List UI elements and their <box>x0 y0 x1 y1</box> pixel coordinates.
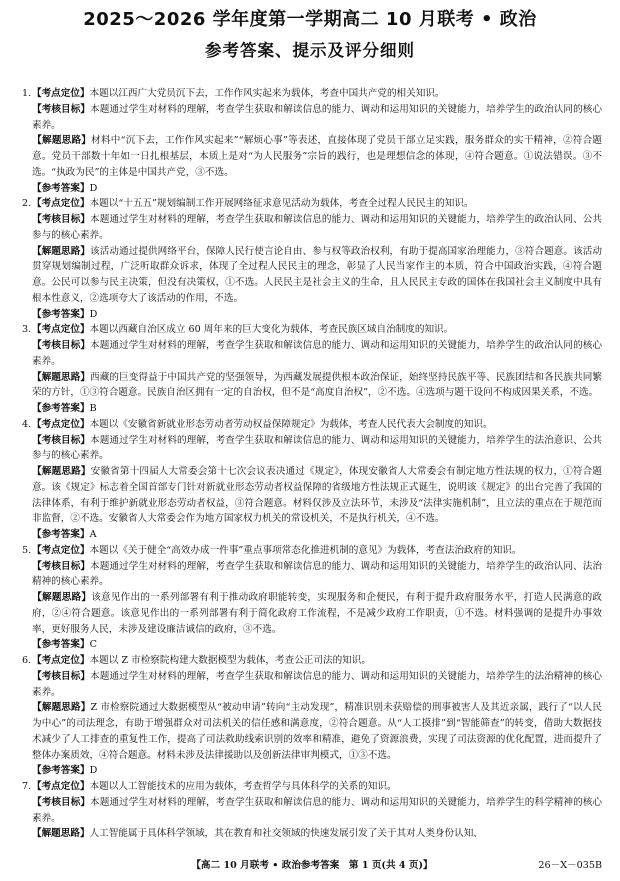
section-tag: 【参考答案】 <box>32 639 90 651</box>
footer-page-info: 【高二 10 月联考 • 政治参考答案 第 1 页(共 4 页)】 <box>191 860 433 871</box>
section-tag: 【解题思路】 <box>32 702 91 714</box>
section-text: 本题通过学生对材料的理解，考查学生获取和解读信息的能力、调动和运用知识的关键能力，培养学生的法治精神的核心素养。 <box>32 670 602 698</box>
page-subtitle: 参考答案、提示及评分细则 <box>205 41 415 60</box>
page-title: 2025～2026 学年度第一学期高二 10 月联考 • 政治 <box>83 9 537 30</box>
section-tag: 【考核目标】 <box>32 670 91 682</box>
question-4 <box>22 417 602 543</box>
question-number: 5. <box>22 544 32 556</box>
answer-letter: D <box>89 765 98 777</box>
section-tag: 【参考答案】 <box>32 529 90 540</box>
question-7 <box>22 779 602 842</box>
section-tag: 【考核目标】 <box>32 434 91 446</box>
section-text: 本题以《安徽省新就业形态劳动者劳动权益保障规定》为载体，考查人民代表大会制度的知识。 <box>89 418 493 430</box>
answer-letter: A <box>89 529 97 540</box>
section-tag: 【解题思路】 <box>32 245 91 257</box>
question-number: 1. <box>22 88 32 99</box>
question-number: 2. <box>22 198 32 210</box>
section-tag: 【解题思路】 <box>32 135 92 147</box>
question-number: 7. <box>22 781 32 792</box>
section-tag: 【考点定位】 <box>32 781 90 792</box>
section-text: 人工智能属于具体科学领域，其在教育和社交领域的快速发展引发了关于其对人类身份认知、 <box>89 828 483 840</box>
section-tag: 【考核目标】 <box>32 796 91 808</box>
page-footer <box>22 858 602 874</box>
section-tag: 【考点定位】 <box>32 198 90 210</box>
section-tag: 【解题思路】 <box>32 371 91 383</box>
answer-letter: D <box>89 182 98 194</box>
section-text: 本题以 Z 市检察院构建大数据模型为载体，考查公正司法的知识。 <box>89 655 371 666</box>
section-text: 本题以江西广大党员沉下去，工作作风实起来为载体，考查中国共产党的相关知识。 <box>89 88 445 99</box>
question-2 <box>22 196 602 322</box>
section-text: 本题通过学生对材料的理解，考查学生获取和解读信息的能力、调动和运用知识的关键能力，培养学生的政治认同的核心素养。 <box>32 340 602 367</box>
section-tag: 【参考答案】 <box>32 765 90 777</box>
question-1 <box>22 86 602 196</box>
question-6 <box>22 653 602 779</box>
question-number: 3. <box>22 324 32 336</box>
answer-body <box>22 86 602 848</box>
section-tag: 【考核目标】 <box>32 560 91 572</box>
section-tag: 【考点定位】 <box>32 655 90 666</box>
section-tag: 【解题思路】 <box>32 592 92 603</box>
question-3 <box>22 322 602 417</box>
section-text: 本题以西藏自治区成立 60 周年来的巨大变化为载体，考查民族区域自治制度的知识。 <box>89 324 454 336</box>
section-tag: 【考点定位】 <box>32 88 90 99</box>
section-tag: 【考点定位】 <box>32 544 90 556</box>
section-tag: 【考点定位】 <box>32 418 90 430</box>
section-text: 本题以“十五五”规划编制工作开展网络征求意见活动为载体，考查全过程人民民主的知识。 <box>89 198 474 210</box>
footer-exam-code: 26－X－035B <box>538 860 602 871</box>
section-text: 本题以《关于健全“高效办成一件事”重点事项常态化推进机制的意见》为载体，考查法治政府的知识。 <box>89 544 522 556</box>
section-tag: 【考核目标】 <box>32 103 91 115</box>
section-text: 该活动通过提供网络平台，保障人民行使言论自由、参与权等政治权利，有助于提高国家治理能力，③符合题意。该活动贯穿规划编制过程，广泛听取群众诉求，体现了全过程人民民主的理念，彰显了人民当家作主的本质，符合中国政治实践，④符合题意。公民可以参与民主决策，但没有决策权，①不选。人民民主是社会主义的生命，且人民民主专政的国体在我国社会主义制度中具有根本性意义，②选项夸大了该活动的作用，不选。 <box>32 245 602 304</box>
question-5 <box>22 543 602 653</box>
section-tag: 【考核目标】 <box>32 340 91 351</box>
section-text: 本题通过学生对材料的理解，考查学生获取和解读信息的能力、调动和运用知识的关键能力，培养学生的政治认同、法治精神的核心素养。 <box>32 560 602 588</box>
section-text: 材料中“沉下去，工作作风实起来”“解烦心事”等表述，直接体现了党员干部立足实践，服务群众的实干精神，②符合题意。党员干部数十年如一日扎根基层，本质上是对“为人民服务”宗旨的践行，也是理想信念的体现，④符合题意。①说法错误。③不选。“执政为民”的主体是中国共产党，③不选。 <box>32 135 602 178</box>
section-tag: 【参考答案】 <box>32 403 90 414</box>
section-text: 本题以人工智能技术的应用为载体，考查哲学与具体科学的关系的知识。 <box>89 781 397 792</box>
question-number: 4. <box>22 418 32 430</box>
section-tag: 【考核目标】 <box>32 214 91 225</box>
question-number: 6. <box>22 655 32 666</box>
section-text: 本题通过学生对材料的理解，考查学生获取和解读信息的能力、调动和运用知识的关键能力，培养学生的科学精神的核心素养。 <box>32 796 602 824</box>
section-text: 本题通过学生对材料的理解，考查学生获取和解读信息的能力、调动和运用知识的关键能力，培养学生的政治认同的核心素养。 <box>32 103 602 131</box>
section-tag: 【参考答案】 <box>32 182 90 194</box>
section-text: Z 市检察院通过大数据模型从“被动申请”转向“主动发现”，精准识别未获赔偿的刑事被害人及其近亲属，践行了“以人民为中心”的司法理念，有助于增强群众对司法机关的信任感和满意度，②符合题意。从“人工摸排”到“智能筛查”的转变，借助大数据技术减少了人工排查的重复性工作，提高了司法救助线索识别的效率和精准，避免了资源浪费，实现了司法资源的优化配置，进而提升了整体办案质效，④符合题意。材料未涉及法律援助以及创新法律审判模式，①③不选。 <box>32 702 602 761</box>
answer-letter: B <box>89 403 97 414</box>
section-tag: 【参考答案】 <box>32 308 90 320</box>
section-text: 该意见作出的一系列部署有利于推动政府职能转变，实现服务和企便民，有利于提升政府服务水平，打造人民满意的政府，②④符合题意。该意见作出的一系列部署有利于简化政府工作流程，不是减少政府工作职责，①不选。材料强调的是提升办事效率，更好服务人民，未涉及建设廉洁诚信的政府，③不选。 <box>32 592 602 635</box>
section-text: 西藏的巨变得益于中国共产党的坚强领导，为西藏发展提供根本政治保证，始终坚持民族平等、民族团结和各民族共同繁荣的方针，①③符合题意。民族自治区拥有一定的自治权，但不是“高度自治权”，②不选。④选项与题干设问不构成因果关系，不选。 <box>32 371 602 399</box>
section-tag: 【解题思路】 <box>32 828 90 840</box>
section-text: 本题通过学生对材料的理解，考查学生获取和解读信息的能力、调动和运用知识的关键能力，培养学生的法治意识、公共参与的核心素养。 <box>32 434 602 462</box>
answer-letter: D <box>89 308 98 320</box>
section-text: 本题通过学生对材料的理解，考查学生获取和解读信息的能力、调动和运用知识的关键能力，培养学生的政治认同、公共参与的核心素养。 <box>32 214 602 241</box>
answer-letter: C <box>89 639 97 651</box>
section-tag: 【考点定位】 <box>32 324 90 336</box>
section-text: 安徽省第十四届人大常委会第十七次会议表决通过《规定》，体现安徽省人大常委会有制定地方性法规的权力，①符合题意。该《规定》标志着全国首部专门针对新就业形态劳动者权益保障的省级地方性法规正式诞生，说明该《规定》的出台完善了我国的法律体系，有利于维护新就业形态劳动者权益，③符合题意。材料仅涉及立法环节，未涉及“法律实施机制”，且立法的重点在于规范而非监督，②不选。安徽省人大常委会作为地方国家权力机关的常设机关，不是执行机关，④不选。 <box>32 466 602 525</box>
section-tag: 【解题思路】 <box>32 466 91 477</box>
